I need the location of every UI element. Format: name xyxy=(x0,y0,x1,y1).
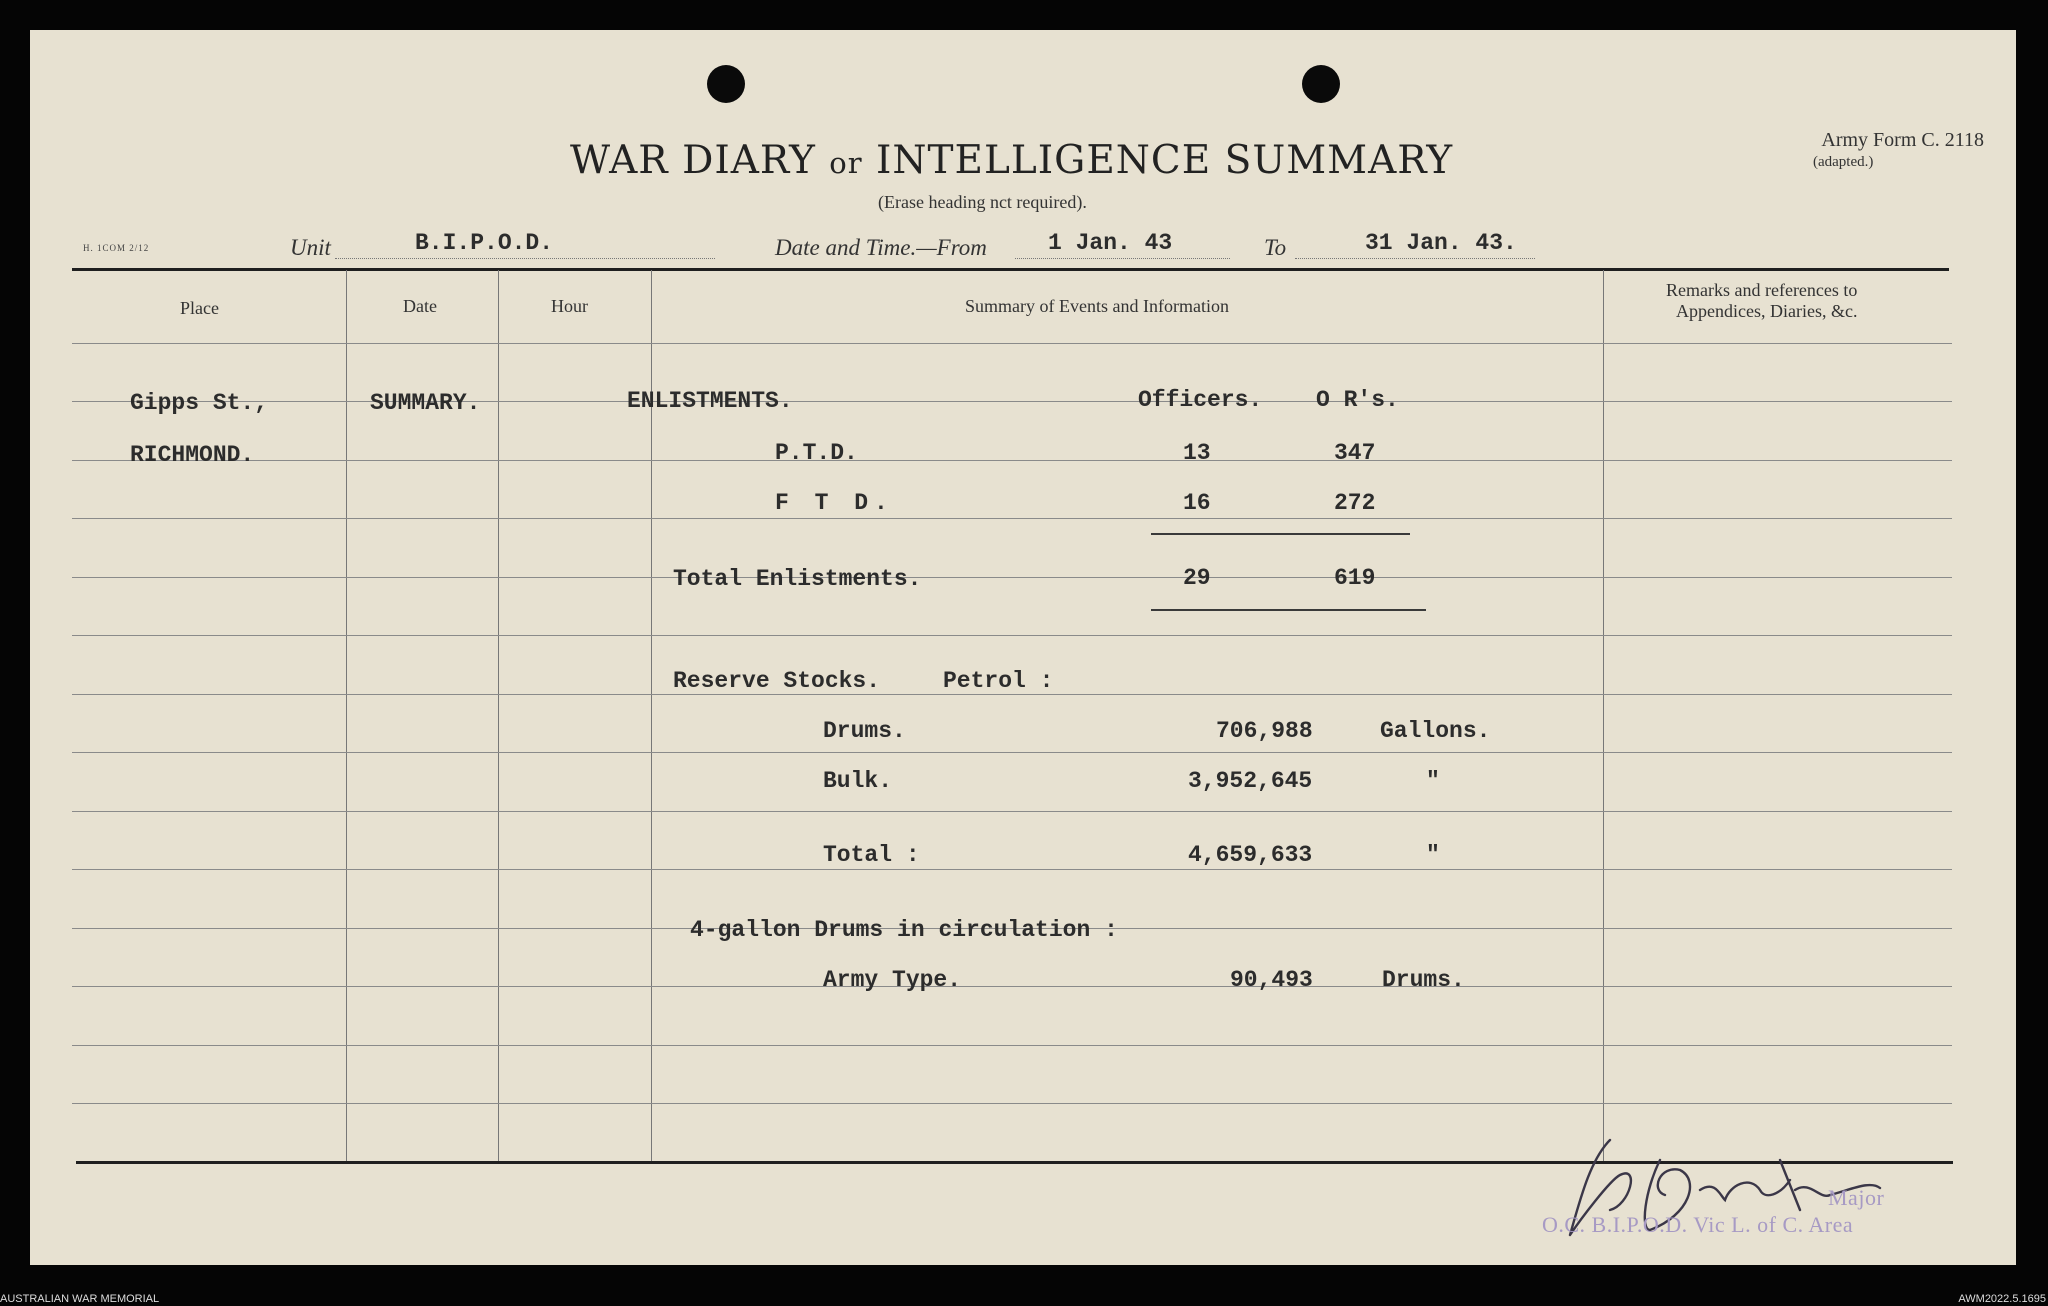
date-summary: SUMMARY. xyxy=(370,390,481,416)
petrol-label: Petrol : xyxy=(943,668,1054,694)
footer-left: AUSTRALIAN WAR MEMORIAL xyxy=(0,1293,160,1305)
footer-right: AWM2022.5.1695 xyxy=(1958,1293,2046,1305)
ptd-officers: 13 xyxy=(1183,440,1211,466)
ditto-mark-bulk: " xyxy=(1426,768,1440,794)
total-enlistments-label: Total Enlistments. xyxy=(673,566,922,592)
unit-value: B.I.P.O.D. xyxy=(415,230,554,256)
ftd-label: F T D. xyxy=(775,490,894,516)
total-officers: 29 xyxy=(1183,565,1211,591)
ruled-line xyxy=(72,869,1952,870)
col-header-place: Place xyxy=(180,298,219,318)
ptd-label: P.T.D. xyxy=(775,440,858,466)
officer-commanding-stamp: O.C. B.I.P.O.D. Vic L. of C. Area xyxy=(1542,1212,1854,1237)
ditto-mark-total: " xyxy=(1426,842,1440,868)
drums-unit: Drums. xyxy=(1382,967,1465,993)
col-header-remarks-1: Remarks and references to xyxy=(1666,280,1858,300)
col-divider-place xyxy=(346,270,347,1161)
col-header-remarks-2: Appendices, Diaries, &c. xyxy=(1676,301,1858,321)
circulation-heading: 4-gallon Drums in circulation : xyxy=(690,917,1118,943)
form-reference: Army Form C. 2118 xyxy=(1821,129,1984,151)
col-divider-summary xyxy=(1603,270,1604,1161)
drums-label: Drums. xyxy=(823,718,906,744)
col-header-date: Date xyxy=(403,296,437,316)
ruled-line xyxy=(72,986,1952,987)
ftd-ors: 272 xyxy=(1334,490,1376,516)
enlistments-heading: ENLISTMENTS. xyxy=(627,388,793,414)
to-value: 31 Jan. 43. xyxy=(1365,230,1517,256)
from-dotted-line xyxy=(1015,258,1230,259)
to-dotted-line xyxy=(1295,258,1535,259)
page-subtitle: (Erase heading nct required). xyxy=(878,192,1087,212)
table-top-border xyxy=(72,268,1949,271)
ruled-line xyxy=(72,752,1952,753)
punch-hole-left xyxy=(707,65,745,103)
war-diary-sheet xyxy=(30,30,2016,1265)
col-divider-date xyxy=(498,270,499,1161)
ptd-ors: 347 xyxy=(1334,440,1376,466)
rank-stamp: Major xyxy=(1828,1185,1885,1210)
punch-hole-right xyxy=(1302,65,1340,103)
gallons-unit: Gallons. xyxy=(1380,718,1491,744)
bulk-value: 3,952,645 xyxy=(1188,768,1313,794)
underline-total xyxy=(1151,609,1426,611)
army-type-label: Army Type. xyxy=(823,967,962,993)
ruled-line xyxy=(72,343,1952,344)
ruled-line xyxy=(72,401,1952,402)
ruled-line xyxy=(72,1045,1952,1046)
ruled-line xyxy=(72,811,1952,812)
ors-heading: O R's. xyxy=(1316,387,1399,413)
total-petrol-label: Total : xyxy=(823,842,920,868)
date-time-label: Date and Time.—From xyxy=(775,235,987,260)
ftd-officers: 16 xyxy=(1183,490,1211,516)
place-line-1: Gipps St., xyxy=(130,390,269,416)
ruled-line xyxy=(72,577,1952,578)
from-value: 1 Jan. 43 xyxy=(1048,230,1173,256)
unit-dotted-line xyxy=(335,258,715,259)
ruled-line xyxy=(72,460,1952,461)
ruled-line xyxy=(72,635,1952,636)
officers-heading: Officers. xyxy=(1138,387,1263,413)
bulk-label: Bulk. xyxy=(823,768,893,794)
reserve-stocks-label: Reserve Stocks. xyxy=(673,668,881,694)
army-type-value: 90,493 xyxy=(1230,967,1313,993)
drums-value: 706,988 xyxy=(1216,718,1313,744)
place-line-2: RICHMOND. xyxy=(130,442,255,468)
ruled-line xyxy=(72,518,1952,519)
page-title: WAR DIARY or INTELLIGENCE SUMMARY xyxy=(570,138,1454,183)
to-label: To xyxy=(1264,235,1287,260)
ruled-line xyxy=(72,1103,1952,1104)
unit-label: Unit xyxy=(290,235,331,260)
total-ors: 619 xyxy=(1334,565,1376,591)
print-code: H. 1COM 2/12 xyxy=(83,243,150,253)
col-header-summary: Summary of Events and Information xyxy=(965,296,1229,316)
form-note: (adapted.) xyxy=(1813,154,1874,170)
underline-subtotal xyxy=(1151,533,1410,535)
total-petrol-value: 4,659,633 xyxy=(1188,842,1313,868)
col-header-hour: Hour xyxy=(551,296,588,316)
ruled-line xyxy=(72,694,1952,695)
